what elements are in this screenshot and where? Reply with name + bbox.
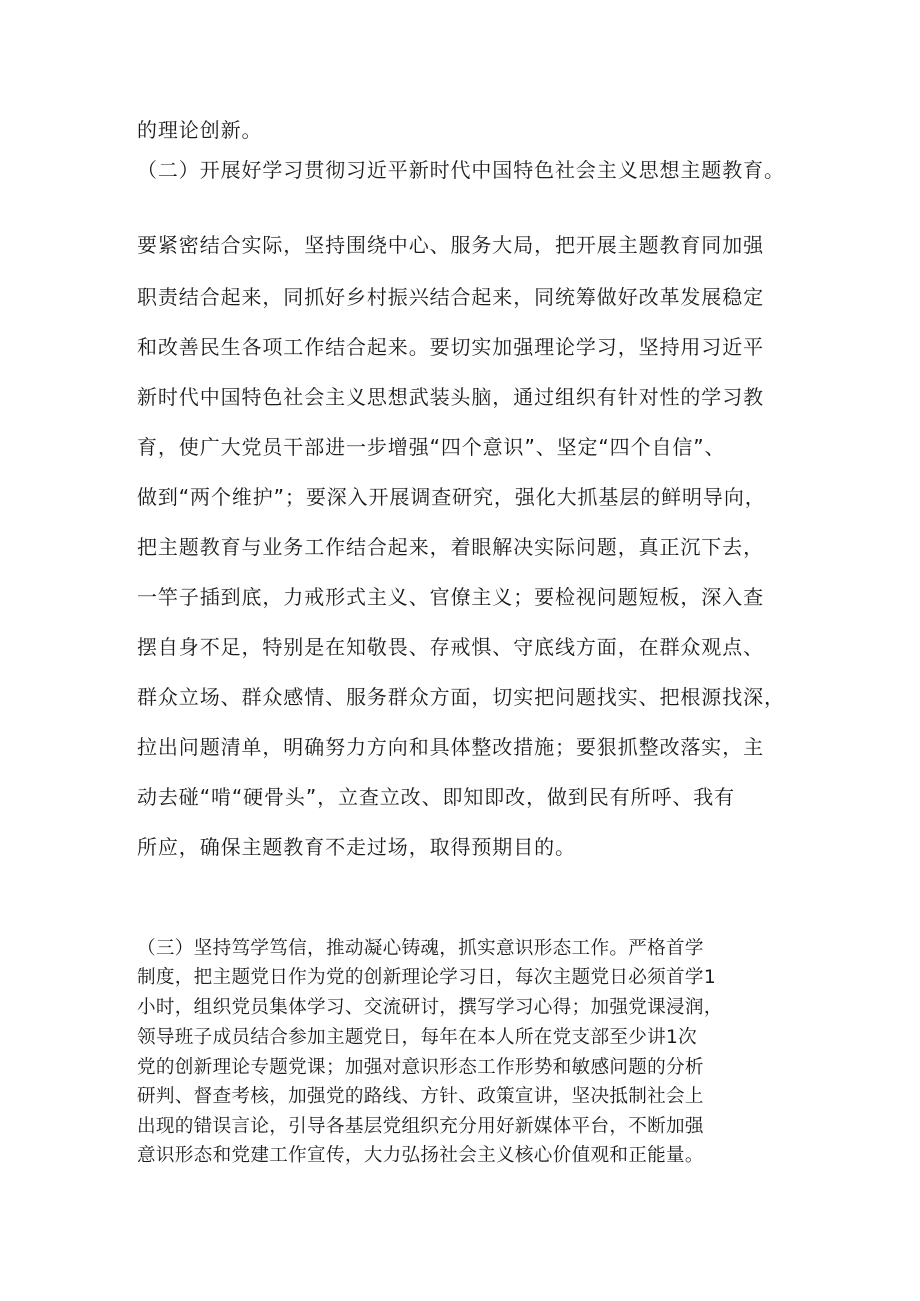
text-line: 一竿子插到底，力戒形式主义、官僚主义；要检视问题短板，深入查 bbox=[137, 585, 764, 609]
section-2-heading-line: （二）开展好学习贯彻习近平新时代中国特色社会主义思想主题教育。 bbox=[137, 158, 785, 182]
text-line: 职责结合起来，同抓好乡村振兴结合起来，同统筹做好改革发展稳定 bbox=[137, 285, 764, 309]
text-line: 动去碰“啃“硬骨头”，立查立改、即知即改，做到民有所呼、我有 bbox=[137, 785, 736, 809]
text-line: 群众立场、群众感情、服务群众方面，切实把问题找实、把根源找深， bbox=[137, 685, 785, 709]
text-line: 的理论创新。 bbox=[137, 118, 263, 142]
text-line: 制度，把主题党日作为党的创新理论学习日，每次主题党日必须首学1 bbox=[137, 967, 716, 988]
text-line: 领导班子成员结合参加主题党日，每年在本人所在党支部至少讲1次 bbox=[137, 1027, 698, 1048]
text-line: 新时代中国特色社会主义思想武装头脑，通过组织有针对性的学习教 bbox=[137, 385, 764, 409]
text-line: 要紧密结合实际，坚持围绕中心、服务大局，把开展主题教育同加强 bbox=[137, 233, 764, 257]
text-line: 和改善民生各项工作结合起来。要切实加强理论学习，坚持用习近平 bbox=[137, 335, 764, 359]
text-line: 党的创新理论专题党课；加强对意识形态工作形势和敏感问题的分析 bbox=[137, 1057, 704, 1078]
section-3-heading-line: （三）坚持笃学笃信，推动凝心铸魂，抓实意识形态工作。严格首学 bbox=[137, 938, 704, 959]
text-line: 小时，组织党员集体学习、交流研讨，撰写学习心得；加强党课浸润， bbox=[137, 997, 723, 1018]
text-line: 做到“两个维护”；要深入开展调查研究，强化大抓基层的鲜明导向， bbox=[137, 485, 766, 509]
text-line: 拉出问题清单，明确努力方向和具体整改措施；要狠抓整改落实，主 bbox=[137, 735, 764, 759]
text-line: 摆自身不足，特别是在知敬畏、存戒惧、守底线方面，在群众观点、 bbox=[137, 635, 764, 659]
text-line: 出现的错误言论，引导各基层党组织充分用好新媒体平台，不断加强 bbox=[137, 1116, 704, 1137]
text-line: 育，使广大党员干部进一步增强“四个意识”、坚定“四个自信”、 bbox=[137, 435, 726, 459]
text-line: 意识形态和党建工作宣传，大力弘扬社会主义核心价值观和正能量。 bbox=[137, 1145, 704, 1166]
text-line: 所应，确保主题教育不走过场，取得预期目的。 bbox=[137, 835, 576, 859]
text-line: 研判、督查考核，加强党的路线、方针、政策宣讲，坚决抵制社会上 bbox=[137, 1086, 704, 1107]
text-line: 把主题教育与业务工作结合起来，着眼解决实际问题，真正沉下去， bbox=[137, 535, 764, 559]
